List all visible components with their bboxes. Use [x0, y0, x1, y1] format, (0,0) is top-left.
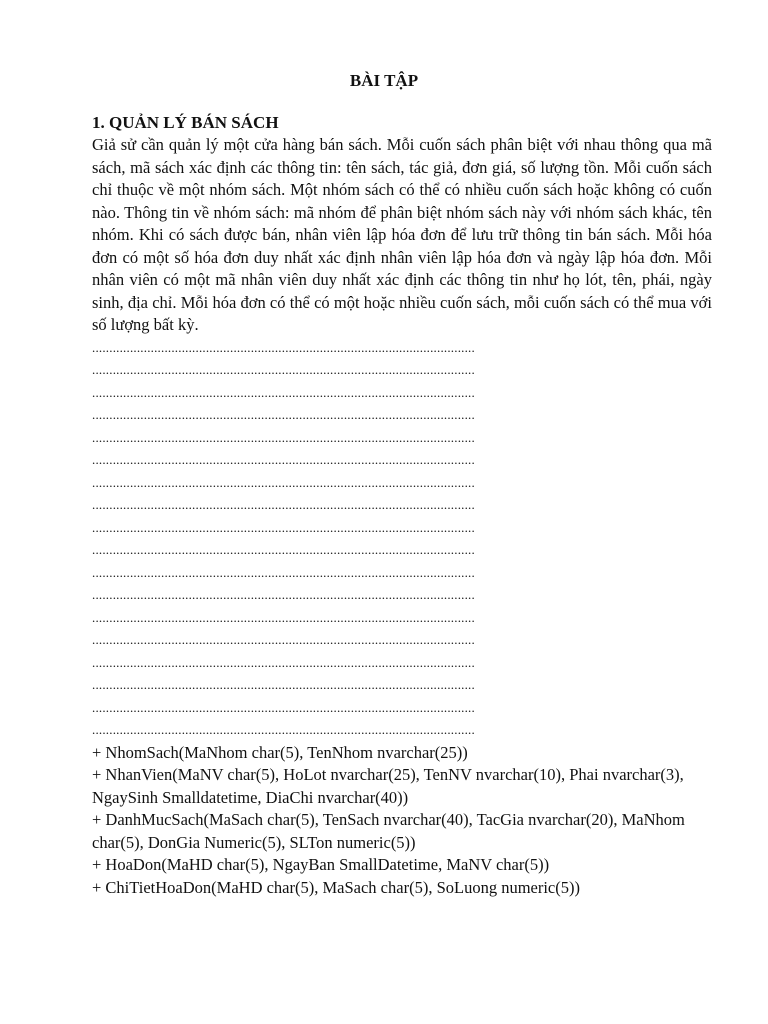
answer-line: ...............................................................................................................	[92, 519, 475, 535]
schema-danhmucsach: + DanhMucSach(MaSach char(5), TenSach nvarchar(40), TacGia nvarchar(20), MaNhom char(5), DonGia Numeric(5), SLTon numeric(5))	[92, 810, 685, 852]
schema-nhomsach: + NhomSach(MaNhom char(5), TenNhom nvarchar(25))	[92, 742, 468, 762]
content-area	[92, 112, 712, 899]
answer-line: ...............................................................................................................	[92, 362, 475, 377]
answer-line: ...............................................................................................................	[92, 677, 475, 692]
section-heading: 1. QUẢN LÝ BÁN SÁCH	[92, 113, 279, 132]
answer-line: ...............................................................................................................	[92, 542, 475, 557]
answer-line: ...............................................................................................................	[92, 699, 475, 715]
answer-line: ...............................................................................................................	[92, 452, 475, 467]
answer-line: ...............................................................................................................	[92, 564, 475, 580]
answer-line: ...............................................................................................................	[92, 632, 475, 647]
answer-line: ...............................................................................................................	[92, 474, 475, 490]
answer-line: ...............................................................................................................	[92, 497, 475, 512]
answer-line: ...............................................................................................................	[92, 587, 475, 602]
problem-description: Giả sử cần quản lý một cửa hàng bán sách. Mỗi cuốn sách phân biệt với nhau thông qua mã sách, mã sách xác định các thông tin: tên sách, tác giả, đơn giá, số lượng tồn. Mỗi cuốn sách chỉ thuộc về một nhóm sách. Một nhóm sách có thể có nhiều cuốn sách hoặc không có cuốn nào. Thông tin về nhóm sách: mã nhóm để phân biệt nhóm sách này với nhóm sách khác, tên nhóm. Khi có sách được bán, nhân viên lập hóa đơn để lưu trữ thông tin bán sách. Mỗi hóa đơn có một số hóa đơn duy nhất xác định nhân viên lập hóa đơn và ngày lập hóa đơn. Mỗi nhân viên có một mã nhân viên duy nhất xác định các thông tin như họ lót, tên, phái, ngày sinh, địa chỉ. Mỗi hóa đơn có thể có một hoặc nhiều cuốn sách, mỗi cuốn sách có thể mua với số lượng bất kỳ.	[92, 135, 712, 334]
answer-line: ...............................................................................................................	[92, 407, 475, 422]
answer-line: ...............................................................................................................	[92, 722, 475, 737]
schema-nhanvien: + NhanVien(MaNV char(5), HoLot nvarchar(25), TenNV nvarchar(10), Phai nvarchar(3), NgaySinh Smalldatetime, DiaChi nvarchar(40))	[92, 765, 684, 807]
schema-list	[92, 742, 712, 900]
answer-line: ...............................................................................................................	[92, 429, 475, 445]
schema-hoadon: + HoaDon(MaHD char(5), NgayBan SmallDatetime, MaNV char(5))	[92, 855, 550, 874]
answer-lines	[92, 337, 712, 742]
answer-line: ...............................................................................................................	[92, 339, 475, 355]
page-title: BÀI TẬP	[349, 71, 419, 90]
answer-line: ...............................................................................................................	[92, 609, 475, 625]
answer-line: ...............................................................................................................	[92, 384, 475, 400]
schema-chitiethoadon: + ChiTietHoaDon(MaHD char(5), MaSach char(5), SoLuong numeric(5))	[92, 877, 580, 897]
answer-line: ...............................................................................................................	[92, 654, 475, 670]
